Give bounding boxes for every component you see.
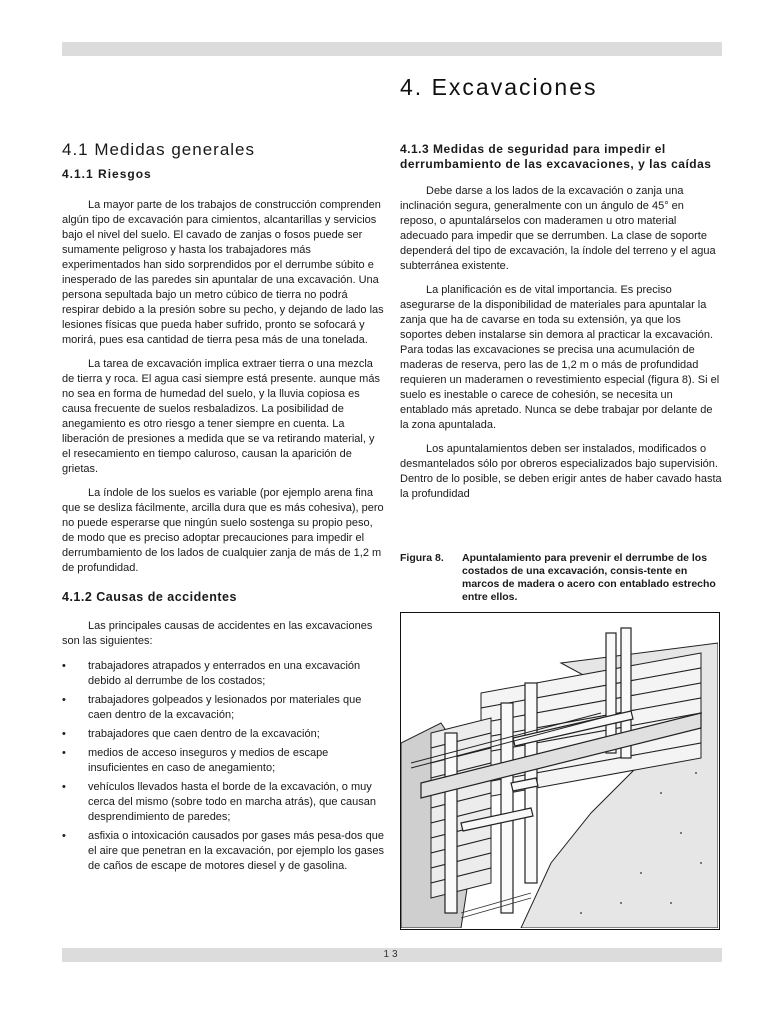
medidas-paragraph: Debe darse a los lados de la excavación o zanja una inclinación segura, generalmente con un ángulo de 45° en reposo, o apuntalárselos con maderamen u otro material adecuado para impedir que se derrumben. La clase de soporte dependerá del tipo de excavación, la índole del terreno y el agua subterránea existente.	[400, 185, 716, 272]
list-item: • trabajadores que caen dentro de la excavación;	[62, 727, 384, 742]
section-title: 4.1 Medidas generales	[62, 140, 256, 159]
right-column	[400, 142, 722, 511]
list-item: • asfixia o intoxicación causados por gases más pesa-dos que el aire que penetran en la excavación, por ejemplo los gases de caños de escape de motores diesel y de gasolina.	[62, 829, 384, 874]
list-item: • trabajadores atrapados y enterrados en una excavación debido al derrumbe de los costados;	[62, 659, 384, 689]
list-item: • vehículos llevados hasta el borde de la excavación, o muy cerca del mismo (sobre todo en marcha atrás), que causan desprendimiento de paredes;	[62, 780, 384, 825]
medidas-heading: 4.1.3 Medidas de seguridad para impedir el derrumbamiento de las excavaciones, y las caídas	[400, 142, 712, 171]
left-column	[62, 142, 384, 878]
causas-intro: Las principales causas de accidentes en las excavaciones son las siguientes:	[62, 620, 373, 647]
header-bar	[62, 42, 722, 56]
riesgos-paragraph: La índole de los suelos es variable (por ejemplo arena fina que se desliza fácilmente, arcilla dura que es más cohesiva), pero no puede esperarse que ningún suelo sostenga su propio peso, de modo que es preciso adoptar precauciones para impedir el derrumbamiento de los lados de cualquier zanja de más de 1,2 m de profundidad.	[62, 487, 384, 574]
list-item: • medios de acceso inseguros y medios de escape insuficientes en caso de anegamiento;	[62, 746, 384, 776]
figure-caption	[400, 552, 722, 604]
causas-heading: 4.1.2 Causas de accidentes	[62, 590, 237, 604]
riesgos-paragraph: La mayor parte de los trabajos de construcción comprenden algún tipo de excavación para cimientos, alcantarillas y servicios bajo el nivel del suelo. El cavado de zanjas o fosos puede ser sumamente peligroso y hasta los trabajadores más experimentados han sido sorprendidos por el derrumbe súbito e inesperado de las paredes sin apuntalar de una excavación. Una persona sepultada bajo un metro cúbico de tierra no podrá respirar debido a la presión sobre su pecho, y dejando de lado las lesiones físicas que pueda haber sufrido, pronto se sofocará y morirá, pues esa cantidad de tierra pesa más de una tonelada.	[62, 199, 384, 346]
figure-label: Figura 8.	[400, 552, 444, 564]
list-item: • trabajadores golpeados y lesionados por materiales que caen dentro de la excavación;	[62, 693, 384, 723]
medidas-paragraph: La planificación es de vital importancia. Es preciso asegurarse de la disponibilidad de materiales para apuntalar la zanja que ha de cavarse en toda su extensión, ya que los soportes deben instalarse sin demora al practicar la excavación. Para todas las excavaciones se precisa una acumulación de maderas de reserva, pero las de 1,2 m o más de profundidad requieren un maderamen o revestimiento especial (figura 8). Si el suelo es inestable o carece de cohesión, se necesita un entablado más apretado. Nunca se debe trabajar por delante de la zona apuntalada.	[400, 284, 720, 431]
page-number: 13	[383, 949, 401, 960]
footer-bar	[62, 948, 722, 962]
figure-illustration	[400, 612, 720, 930]
figure-caption-text: Apuntalamiento para prevenir el derrumbe de los costados de una excavación, consis-tente en marcos de madera o acero con entablado estrecho entre ellos.	[462, 552, 716, 603]
trench-shoring-illustration	[401, 613, 718, 928]
causas-list	[62, 659, 384, 874]
riesgos-paragraph: La tarea de excavación implica extraer tierra o una mezcla de tierra y roca. El agua casi siempre está presente. aunque más no sea en forma de humedad del suelo, y la lluvia copiosa es causa frecuente de suelos resbaladizos. La posibilidad de anegamiento es otro riesgo a tener siempre en cuenta. La liberación de presiones a medida que se va retirando material, y el resecamiento en tiempo caluroso, causan la aparición de grietas.	[62, 358, 380, 475]
riesgos-heading: 4.1.1 Riesgos	[62, 167, 152, 181]
chapter-title: 4. Excavaciones	[400, 74, 598, 100]
medidas-paragraph: Los apuntalamientos deben ser instalados, modificados o desmantelados sólo por obreros especializados bajo supervisión. Dentro de lo posible, se deben erigir antes de haber cavado hasta la profundidad	[400, 443, 722, 500]
